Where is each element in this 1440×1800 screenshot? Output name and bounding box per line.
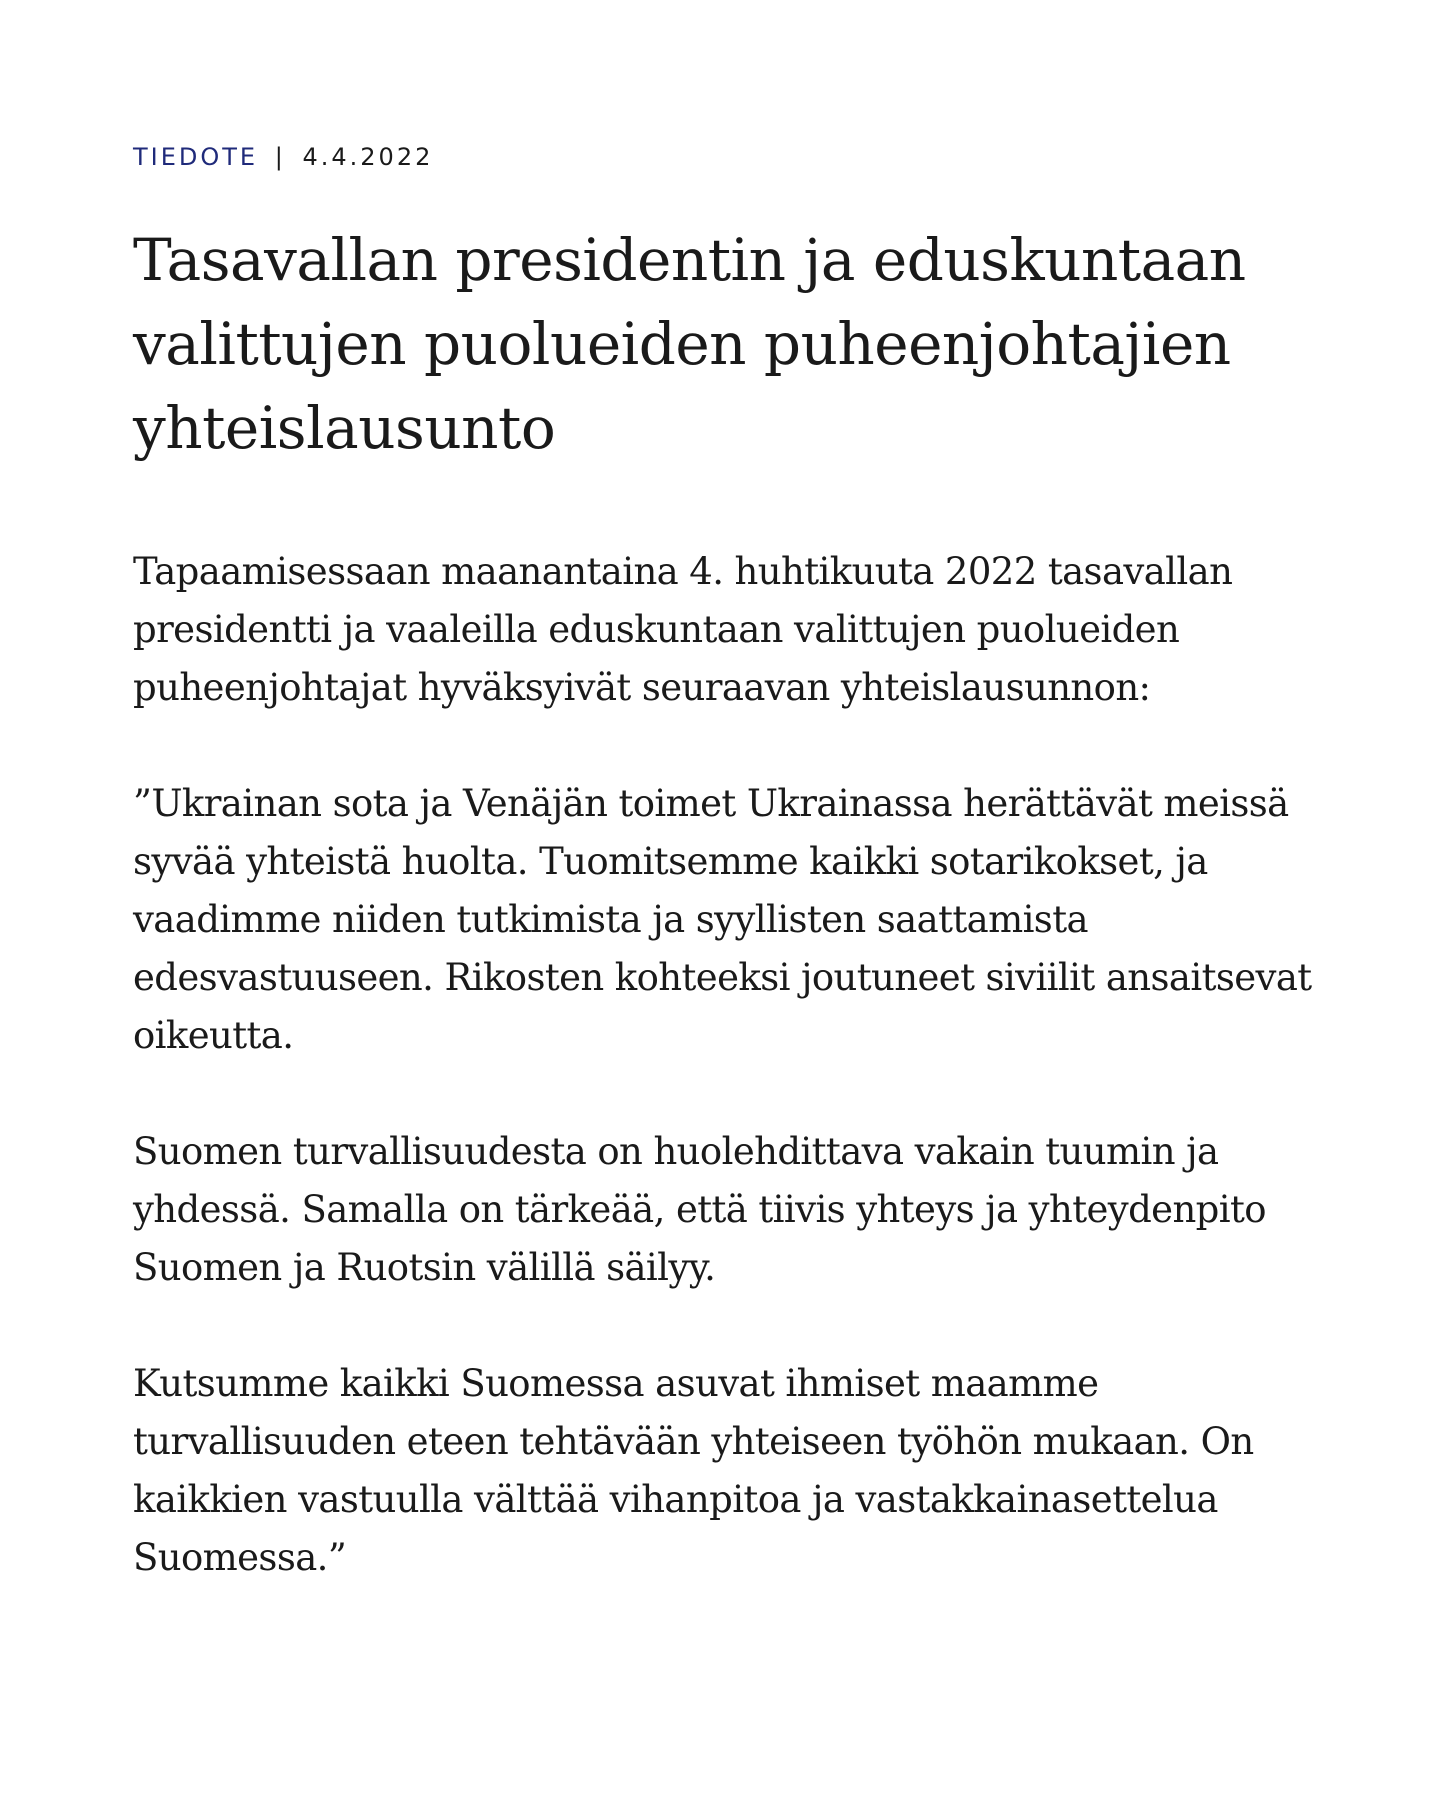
paragraph-statement-1: ”Ukrainan sota ja Venäjän toimet Ukrainassa herättävät meissä syvää yhteistä huolta. Tuomitsemme kaikki sotarikokset, ja vaadimme niiden tutkimista ja syyllisten saattamista edesvastuuseen. Rikosten kohteeksi joutuneet siviilit ansaitsevat oikeutta.	[133, 782, 1312, 1057]
release-meta	[133, 142, 433, 172]
meta-separator: |	[274, 143, 286, 171]
article-body	[133, 543, 1323, 1645]
release-type-label: TIEDOTE	[133, 143, 259, 171]
paragraph-statement-3: Kutsumme kaikki Suomessa asuvat ihmiset maamme turvallisuuden eteen tehtävään yhteiseen työhön mukaan. On kaikkien vastuulla välttää vihanpitoa ja vastakkainasettelua Suomessa.”	[133, 1362, 1254, 1579]
paragraph-intro: Tapaamisessaan maanantaina 4. huhtikuuta 2022 tasavallan presidentti ja vaaleilla eduskuntaan valittujen puolueiden puheenjohtajat hyväksyivät seuraavan yhteislausunnon:	[133, 550, 1233, 709]
paragraph-statement-2: Suomen turvallisuudesta on huolehdittava vakain tuumin ja yhdessä. Samalla on tärkeää, että tiivis yhteys ja yhteydenpito Suomen ja Ruotsin välillä säilyy.	[133, 1130, 1266, 1289]
page-title: Tasavallan presidentin ja eduskuntaan valittujen puolueiden puheenjohtajien yhteislausunto	[133, 226, 1246, 462]
release-date: 4.4.2022	[302, 143, 434, 171]
